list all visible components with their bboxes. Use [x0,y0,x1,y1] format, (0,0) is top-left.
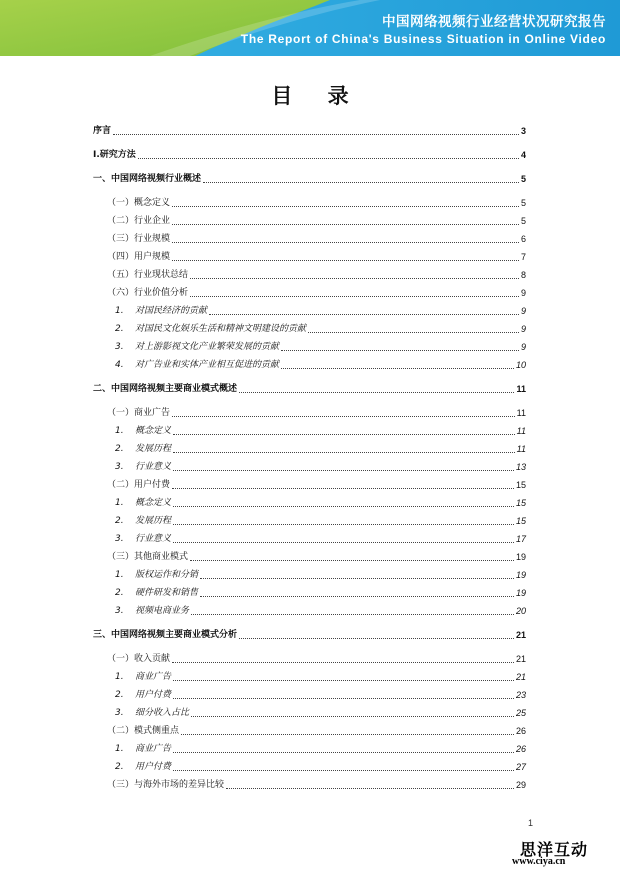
toc-entry[interactable] [93,195,526,209]
toc-entry[interactable] [93,405,526,419]
toc-entry-number: 1. [115,498,124,508]
toc-entry[interactable] [93,759,526,773]
toc-dot-leader [281,350,519,351]
toc-entry-text: 视频电商业务 [135,606,190,616]
toc-entry-label [93,672,171,683]
toc-entry-page: 15 [515,498,526,508]
toc-entry-page: 15 [515,516,526,526]
toc-entry-label [93,462,171,473]
toc-entry-number: 1. [115,426,124,436]
toc-entry-page: 26 [515,744,526,754]
toc-entry[interactable] [93,303,526,317]
toc-entry-text: 细分收入占比 [135,708,190,718]
page-number: 1 [528,818,534,828]
toc-entry-label: 三、中国网络视频主要商业模式分析 [93,630,238,640]
toc-dot-leader [190,278,519,279]
toc-entry[interactable] [93,231,526,245]
toc-entry[interactable] [93,381,526,395]
toc-entry-text: 行业意义 [135,462,172,472]
toc-entry-page: 4 [520,150,526,160]
toc-entry-text: 对国民经济的贡献 [135,306,208,316]
toc-entry-label [93,588,198,599]
toc-dot-leader [172,206,519,207]
toc-entry-number: 1. [115,744,124,754]
toc-entry-page: 9 [520,324,526,334]
toc-dot-leader [190,560,514,561]
toc-entry-text: 概念定义 [135,498,172,508]
toc-entry[interactable] [93,567,526,581]
toc-dot-leader [173,524,514,525]
toc-dot-leader [191,614,514,615]
toc-entry-number: 2. [115,690,124,700]
toc-entry-label [93,426,171,437]
toc-entry-text: 行业意义 [135,534,172,544]
toc-entry[interactable] [93,723,526,737]
toc-entry-label: （五）行业现状总结 [107,270,189,280]
toc-entry-text: 发展历程 [135,444,172,454]
toc-entry[interactable] [93,495,526,509]
toc-entry[interactable] [93,651,526,665]
toc-entry[interactable] [93,627,526,641]
toc-entry-page: 8 [520,270,526,280]
toc-entry[interactable] [93,477,526,491]
header-title-cn: 中国网络视频行业经营状况研究报告 [382,14,606,30]
page-title: 目 录 [271,84,363,108]
toc-dot-leader [181,734,514,735]
toc-dot-leader [172,662,514,663]
toc-entry-page: 11 [516,408,526,418]
toc-dot-leader [239,392,514,393]
toc-entry-label [93,516,171,527]
toc-entry-number: 2. [115,444,124,454]
toc-entry[interactable] [93,531,526,545]
toc-entry-text: 发展历程 [135,516,172,526]
toc-entry-label [93,570,198,581]
toc-entry-number: 3. [115,708,124,718]
toc-dot-leader [239,638,514,639]
toc-entry-number: 3. [115,342,124,352]
toc-entry-label: （二）用户付费 [107,480,171,490]
toc-entry[interactable] [93,249,526,263]
watermark-brand: 思洋互动 [520,840,589,859]
toc-entry[interactable] [93,777,526,791]
toc-entry-page: 19 [515,588,526,598]
toc-entry-text: 用户付费 [135,762,172,772]
toc-entry-text: 版权运作和分销 [135,570,199,580]
toc-dot-leader [173,770,514,771]
toc-entry-number: 2. [115,324,124,334]
toc-entry-number: 3. [115,534,124,544]
toc-entry-page: 27 [515,762,526,772]
toc-entry-page: 21 [515,672,526,682]
toc-entry-number: 3. [115,462,124,472]
toc-dot-leader [173,698,514,699]
toc-dot-leader [173,506,514,507]
toc-dot-leader [172,488,514,489]
toc-entry-page: 5 [520,198,526,208]
toc-entry-page: 21 [515,654,526,664]
toc-entry-label: （一）商业广告 [107,408,171,418]
toc-dot-leader [191,716,514,717]
toc-dot-leader [209,314,519,315]
toc-entry-page: 15 [515,480,526,490]
toc-entry[interactable] [93,687,526,701]
toc-entry[interactable] [93,741,526,755]
watermark [508,837,612,871]
toc-entry-page: 3 [520,126,526,136]
toc-dot-leader [172,416,515,417]
toc-entry-page: 7 [520,252,526,262]
toc-entry-number: 2. [115,588,124,598]
toc-dot-leader [200,596,514,597]
toc-entry-label [93,744,171,755]
toc-entry[interactable] [93,285,526,299]
toc-entry[interactable] [93,513,526,527]
toc-dot-leader [173,680,514,681]
toc-dot-leader [113,134,519,135]
toc-entry-label [93,762,171,773]
toc-entry-page: 21 [515,630,526,640]
toc-entry[interactable] [93,357,526,371]
toc-entry-label: 二、中国网络视频主要商业模式概述 [93,384,238,394]
toc-entry-text: 硬件研发和销售 [135,588,199,598]
toc-entry[interactable] [93,441,526,455]
toc-entry-page: 29 [515,780,526,790]
toc-entry[interactable] [93,321,526,335]
toc-entry-page: 19 [515,570,526,580]
toc-entry-label: （二）行业企业 [107,216,171,226]
toc-entry-label [93,498,171,509]
toc-entry-text: 对国民文化娱乐生活和精神文明建设的贡献 [135,324,307,334]
toc-entry-label: （一）概念定义 [107,198,171,208]
toc-entry-label: （六）行业价值分析 [107,288,189,298]
toc-entry-number: 3. [115,606,124,616]
toc-dot-leader [138,158,519,159]
watermark-url: www.ciya.cn [512,856,566,867]
toc-entry-label [93,306,207,317]
toc-entry-page: 17 [515,534,526,544]
toc-entry-label: （二）模式侧重点 [107,726,180,736]
toc-entry[interactable] [93,705,526,719]
toc-entry-label [93,324,306,335]
toc-entry-number: 2. [115,516,124,526]
toc-entry-label: 序言 [93,126,112,136]
toc-entry[interactable] [93,585,526,599]
toc-entry[interactable] [93,147,526,161]
toc-entry-page: 9 [520,288,526,298]
toc-dot-leader [308,332,519,333]
toc-entry-page: 11 [516,384,526,394]
toc-dot-leader [190,296,519,297]
toc-entry-text: 商业广告 [135,744,172,754]
toc-entry-page: 10 [515,360,526,370]
toc-dot-leader [173,542,514,543]
toc-entry-text: 用户付费 [135,690,172,700]
toc-dot-leader [172,260,519,261]
toc-entry-number: 1. [115,306,124,316]
toc-entry-page: 9 [520,342,526,352]
toc-entry[interactable] [93,423,526,437]
toc-entry-number: 2. [115,762,124,772]
toc-entry-label [93,342,279,353]
toc-entry-label: （三）与海外市场的差异比较 [107,780,225,790]
toc-entry-text: 对广告业和实体产业相互促进的贡献 [135,360,280,370]
toc-entry-label: （三）其他商业模式 [107,552,189,562]
toc-entry-page: 19 [515,552,526,562]
toc-entry[interactable] [93,123,526,137]
toc-entry[interactable] [93,669,526,683]
toc-entry-label: Ⅰ.研究方法 [93,150,136,160]
toc-entry-text: 商业广告 [135,672,172,682]
toc-entry-page: 25 [515,708,526,718]
toc-dot-leader [172,242,519,243]
toc-entry[interactable] [93,549,526,563]
toc-entry-page: 20 [515,606,526,616]
toc-entry[interactable] [93,459,526,473]
toc-entry[interactable] [93,339,526,353]
toc-entry-label [93,534,171,545]
toc-entry-label [93,360,279,371]
toc-entry-label: （三）行业规模 [107,234,171,244]
toc-entry-page: 13 [515,462,526,472]
toc-entry-page: 26 [515,726,526,736]
toc-entry-page: 11 [516,426,526,436]
toc-dot-leader [281,368,514,369]
toc-entry-text: 对上游影视文化产业繁荣发展的贡献 [135,342,280,352]
toc-entry-page: 5 [520,216,526,226]
toc-dot-leader [172,224,519,225]
toc-dot-leader [173,452,515,453]
toc-dot-leader [173,434,515,435]
toc-entry[interactable] [93,267,526,281]
toc-entry-page: 9 [520,306,526,316]
toc-dot-leader [226,788,514,789]
header-title-en: The Report of China's Business Situation in Online Video [240,32,606,46]
toc-entry-page: 6 [520,234,526,244]
toc-entry[interactable] [93,171,526,185]
toc-entry-label [93,690,171,701]
toc-entry-number: 1. [115,570,124,580]
toc-entry-text: 概念定义 [135,426,172,436]
toc-dot-leader [173,470,514,471]
toc-entry-page: 5 [520,174,526,184]
toc-entry[interactable] [93,603,526,617]
header-banner [0,0,620,56]
toc-entry[interactable] [93,213,526,227]
toc-entry-label [93,606,189,617]
toc-dot-leader [200,578,514,579]
toc-entry-label: 一、中国网络视频行业概述 [93,174,202,184]
toc-entry-page: 23 [515,690,526,700]
toc-entry-label [93,444,171,455]
toc-entry-label: （一）收入贡献 [107,654,171,664]
toc-dot-leader [173,752,514,753]
toc-entry-label: （四）用户规模 [107,252,171,262]
toc-dot-leader [203,182,519,183]
toc-entry-page: 11 [516,444,526,454]
toc-entry-label [93,708,189,719]
toc-entry-number: 4. [115,360,124,370]
toc-entry-number: 1. [115,672,124,682]
